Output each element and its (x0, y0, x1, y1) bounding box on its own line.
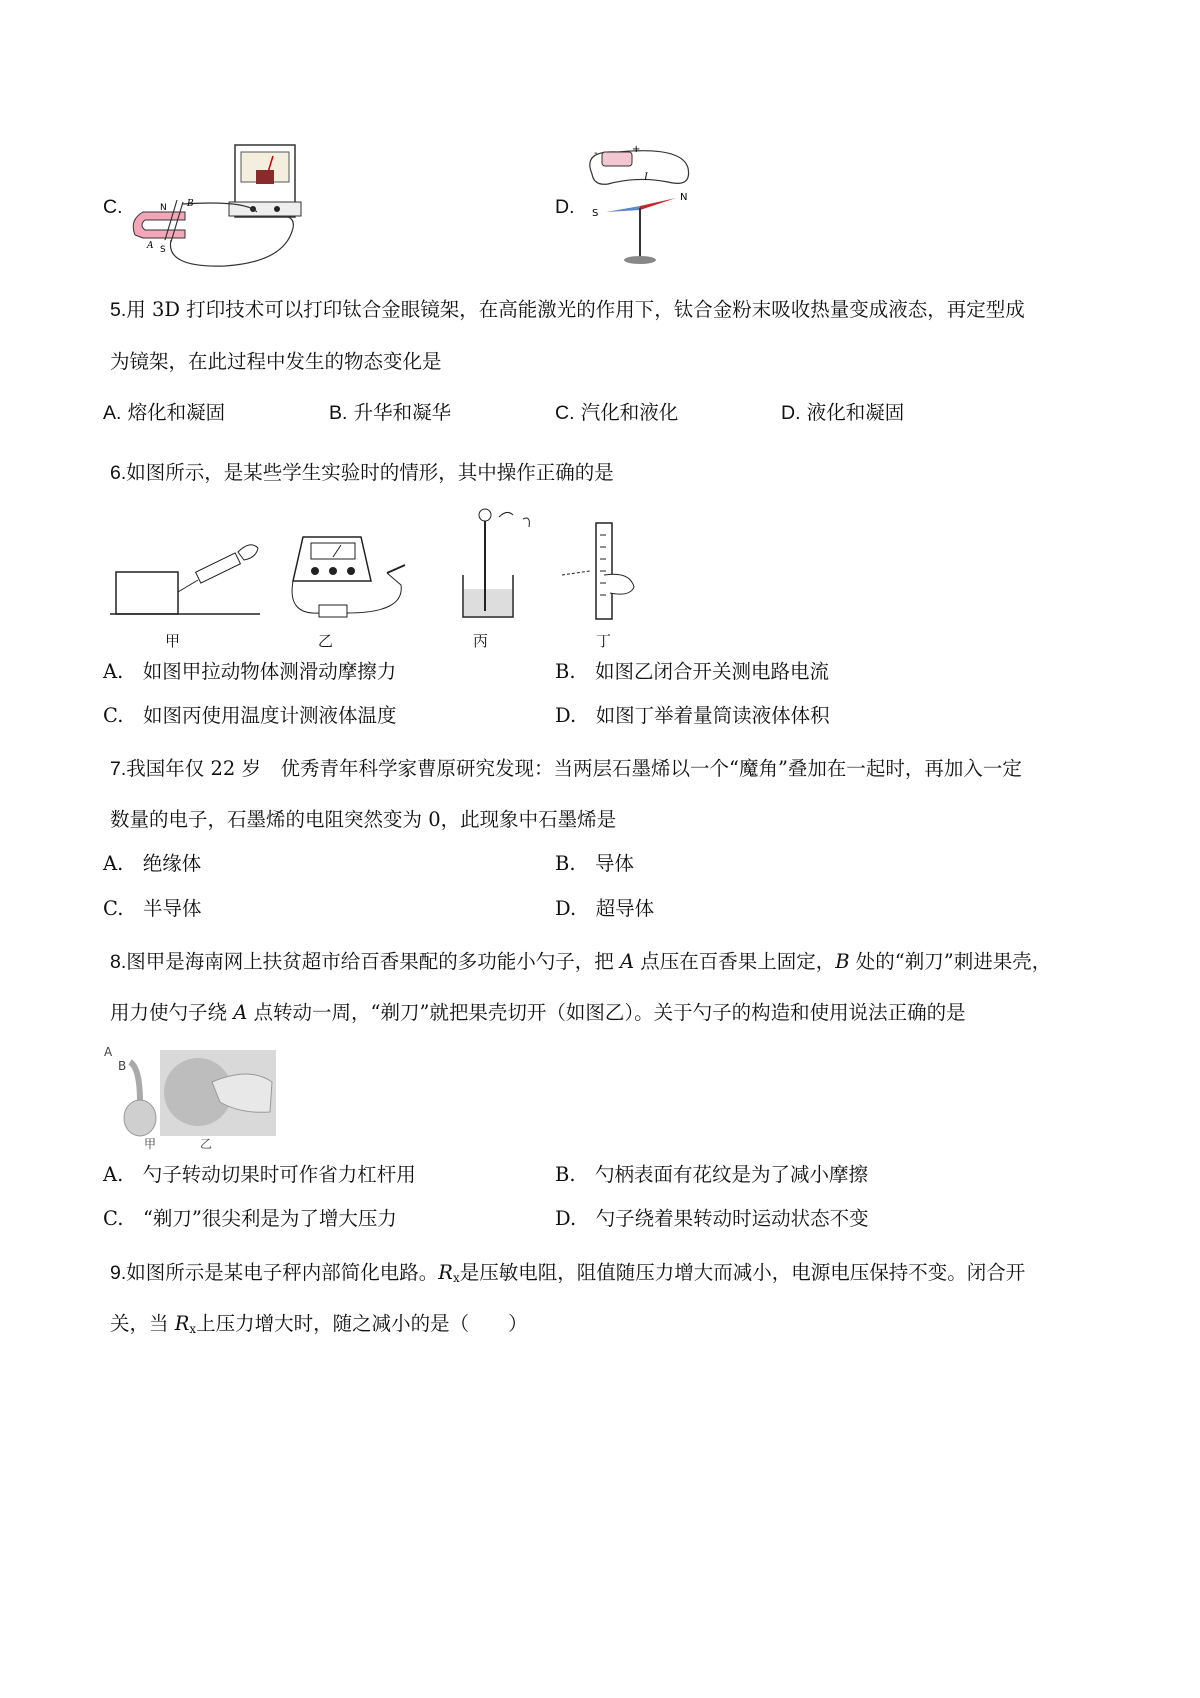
q5-option-d[interactable] (781, 403, 904, 423)
q5-option-a-text: 熔化和凝固 (127, 401, 226, 424)
q7-option-c[interactable] (103, 899, 201, 919)
q6-figure-ding-measuring-cylinder (560, 515, 645, 625)
q8-var-a: A (619, 950, 635, 973)
q8-stem-line1 (110, 952, 1100, 972)
q6-caption-ding: 丁 (596, 632, 612, 650)
q4-figure-d-compass (578, 142, 698, 268)
q6-option-a-letter: A. (103, 660, 124, 683)
q9-line2-part-a: 关，当 (110, 1312, 175, 1335)
q5-option-c-text: 汽化和液化 (580, 401, 679, 424)
q8-stem-line2 (110, 1003, 1100, 1023)
q8-line1-part-a: 图甲是海南网上扶贫超市给百香果配的多功能小勺子，把 (126, 950, 620, 973)
q6-figure-bing-thermometer (455, 505, 540, 625)
q6-caption-jia: 甲 (165, 632, 181, 650)
q6-caption-yi: 乙 (318, 632, 334, 650)
q4-option-c-label: C. (103, 196, 123, 218)
q8-line1-part-b: 点压在百香果上固定， (634, 950, 836, 973)
q8-option-b-text: 勺柄表面有花纹是为了减小摩擦 (595, 1163, 869, 1186)
q6-figure-jia-spring-scale (110, 530, 265, 620)
q8-option-d[interactable] (555, 1209, 869, 1229)
q8-option-d-text: 勺子绕着果转动时运动状态不变 (595, 1207, 869, 1230)
q6-number: 6. (110, 462, 127, 484)
q6-option-d-text: 如图丁举着量筒读液体体积 (595, 704, 830, 727)
q6-option-c[interactable] (103, 706, 396, 726)
q9-subscript-x: x (452, 1271, 460, 1285)
q7-stem-line1 (110, 759, 1100, 779)
q8-option-a[interactable] (103, 1165, 416, 1185)
q6-option-c-text: 如图丙使用温度计测液体温度 (142, 704, 397, 727)
q8-figure-spoon-photo (100, 1042, 280, 1152)
q8-option-c[interactable] (103, 1209, 397, 1229)
q7-option-a-text: 绝缘体 (142, 852, 202, 875)
q5-option-a[interactable] (103, 403, 225, 423)
q9-line2-var-r: R (174, 1312, 190, 1335)
q5-option-d-letter: D. (781, 402, 801, 424)
q5-stem-line2: 为镜架，在此过程中发生的物态变化是 (110, 350, 442, 373)
q8-line1-part-c: 处的“剃刀”刺进果壳， (849, 950, 1052, 973)
fig-spoon-yi-caption: 乙 (200, 1137, 213, 1151)
q7-option-a-letter: A. (103, 852, 124, 875)
q5-option-d-text: 液化和凝固 (806, 401, 905, 424)
q7-option-d-text: 超导体 (595, 897, 655, 920)
q8-line2-part-a: 用力使勺子绕 (110, 1001, 234, 1024)
q5-option-b[interactable] (329, 403, 451, 423)
q7-option-c-letter: C. (103, 897, 124, 920)
q9-stem-line1 (110, 1263, 1100, 1288)
q5-option-a-letter: A. (103, 402, 122, 424)
q7-number: 7. (110, 758, 127, 780)
q7-option-c-text: 半导体 (142, 897, 202, 920)
q6-line1-text: 如图所示，是某些学生实验时的情形，其中操作正确的是 (126, 461, 614, 484)
q9-line1-part-a: 如图所示是某电子秤内部简化电路。 (126, 1261, 439, 1284)
fig-c-s-label: S (160, 245, 166, 255)
fig-d-s-label: S (592, 208, 599, 219)
fig-spoon-a-label: A (104, 1045, 113, 1059)
q6-option-b-letter: B. (555, 660, 576, 683)
q7-line1-text: 我国年仅 22 岁 优秀青年科学家曹原研究发现：当两层石墨烯以一个“魔角”叠加在一起时，再加入一定 (126, 757, 1022, 780)
q8-option-b[interactable] (555, 1165, 868, 1185)
q9-line2-subscript-x: x (189, 1322, 197, 1336)
q7-option-d-letter: D. (555, 897, 577, 920)
q5-option-b-text: 升华和凝华 (353, 401, 452, 424)
q9-number: 9. (110, 1262, 127, 1284)
q4-figure-c-galvanometer (125, 140, 305, 270)
q8-option-a-letter: A. (103, 1163, 124, 1186)
fig-c-b-label: B (187, 199, 194, 209)
q8-line2-part-b: 点转动一周，“剃刀”就把果壳切开（如图乙）。关于勺子的构造和使用说法正确的是 (247, 1001, 966, 1024)
q7-option-d[interactable] (555, 899, 654, 919)
q5-option-c-letter: C. (555, 402, 575, 424)
q8-option-c-text: “剃刀”很尖利是为了增大压力 (142, 1207, 397, 1230)
q6-option-b-text: 如图乙闭合开关测电路电流 (595, 660, 830, 683)
q6-option-d-letter: D. (555, 704, 577, 727)
q9-line1-part-b: 是压敏电阻，阻值随压力增大而减小，电源电压保持不变。闭合开 (459, 1261, 1026, 1284)
q5-option-c[interactable] (555, 403, 678, 423)
q6-option-a[interactable] (103, 662, 396, 682)
q5-option-b-letter: B. (329, 402, 348, 424)
q4-option-d-label: D. (555, 196, 575, 218)
fig-d-n-label: N (680, 192, 688, 203)
fig-d-plus-label: + (632, 144, 641, 155)
q5-line1-text: 用 3D 打印技术可以打印钛合金眼镜架，在高能激光的作用下，钛合金粉末吸收热量变成液态，再定型成 (126, 298, 1025, 321)
q6-option-c-letter: C. (103, 704, 124, 727)
fig-d-current-label: I (644, 172, 648, 183)
q7-option-b-letter: B. (555, 852, 576, 875)
fig-spoon-b-label: B (118, 1059, 127, 1073)
fig-d-minus-label: - (594, 148, 598, 159)
q8-option-c-letter: C. (103, 1207, 124, 1230)
q6-option-a-text: 如图甲拉动物体测滑动摩擦力 (142, 660, 397, 683)
q6-option-d[interactable] (555, 706, 830, 726)
q8-var-b: B (835, 950, 850, 973)
q9-var-r: R (438, 1261, 453, 1284)
q6-caption-bing: 丙 (473, 632, 489, 650)
q8-option-a-text: 勺子转动切果时可作省力杠杆用 (142, 1163, 416, 1186)
q7-option-a[interactable] (103, 854, 201, 874)
q8-line2-var-a: A (233, 1001, 248, 1024)
q5-stem-line1 (110, 300, 1100, 320)
q8-option-b-letter: B. (555, 1163, 576, 1186)
fig-c-a-label: A (147, 241, 154, 251)
q9-line2-part-b: 上压力增大时，随之减小的是（ ） (196, 1312, 528, 1335)
q7-stem-line2: 数量的电子，石墨烯的电阻突然变为 0，此现象中石墨烯是 (110, 808, 617, 831)
q9-stem-line2 (110, 1314, 1100, 1339)
q7-option-b-text: 导体 (595, 852, 635, 875)
q5-number: 5. (110, 299, 127, 321)
q7-option-b[interactable] (555, 854, 634, 874)
q6-figure-yi-ammeter (283, 525, 413, 625)
q6-stem-line1 (110, 463, 1100, 483)
q8-number: 8. (110, 951, 127, 973)
q8-option-d-letter: D. (555, 1207, 577, 1230)
q6-option-b[interactable] (555, 662, 829, 682)
fig-spoon-jia-caption: 甲 (144, 1137, 157, 1151)
fig-c-n-label: N (160, 203, 167, 213)
